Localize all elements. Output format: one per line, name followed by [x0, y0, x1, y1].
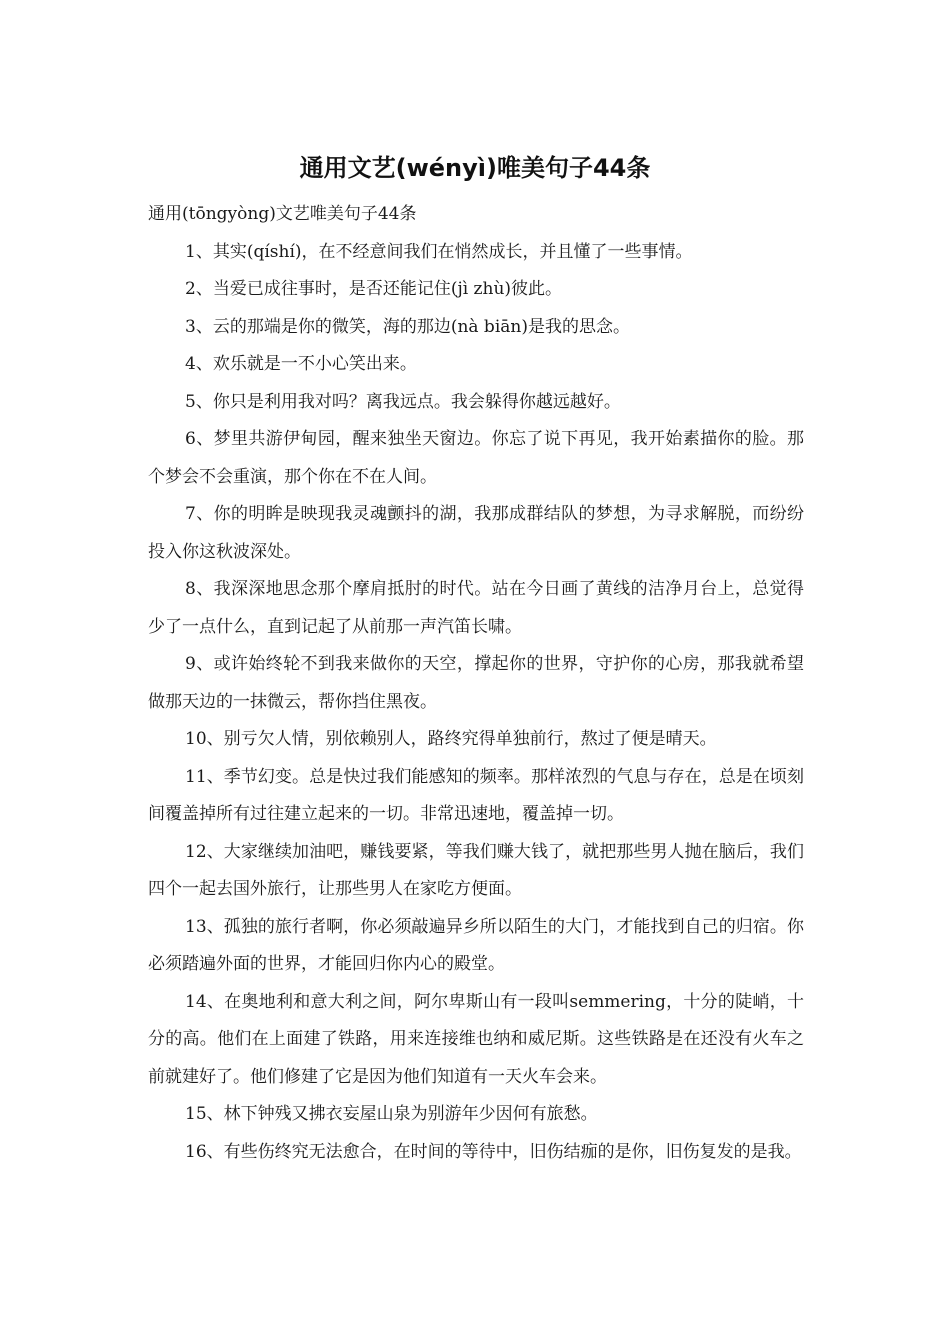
paragraph-7: 7、你的明眸是映现我灵魂颤抖的湖，我那成群结队的梦想，为寻求解脱，而纷纷投入你这秋波深处。	[148, 504, 804, 562]
paragraph-1: 1、其实(qíshí)，在不经意间我们在悄然成长，并且懂了一些事情。	[185, 241, 693, 262]
document-body	[148, 196, 804, 1171]
document-subtitle: 通用(tōngyòng)文艺唯美句子44条	[148, 204, 417, 224]
paragraph-9: 9、或许始终轮不到我来做你的天空，撑起你的世界，守护你的心房，那我就希望做那天边的一抹微云，帮你挡住黑夜。	[148, 654, 804, 712]
paragraph-13: 13、孤独的旅行者啊，你必须敲遍异乡所以陌生的大门，才能找到自己的归宿。你必须踏遍外面的世界，才能回归你内心的殿堂。	[148, 916, 804, 974]
paragraph-15: 15、林下钟残又拂衣妄屋山泉为别游年少因何有旅愁。	[185, 1104, 598, 1124]
paragraph-6: 6、梦里共游伊甸园，醒来独坐天窗边。你忘了说下再见，我开始素描你的脸。那个梦会不会重演，那个你在不在人间。	[148, 429, 804, 487]
paragraph-16: 16、有些伤终究无法愈合，在时间的等待中，旧伤结痂的是你，旧伤复发的是我。	[185, 1141, 802, 1162]
paragraph-8: 8、我深深地思念那个摩肩抵肘的时代。站在今日画了黄线的洁净月台上，总觉得少了一点什么，直到记起了从前那一声汽笛长啸。	[148, 579, 804, 637]
document-title: 通用文艺(wényì)唯美句子44条	[299, 154, 651, 182]
paragraph-14: 14、在奥地利和意大利之间，阿尔卑斯山有一段叫semmering，十分的陡峭，十分的高。他们在上面建了铁路，用来连接维也纳和威尼斯。这些铁路是在还没有火车之前就建好了。他们修建了它是因为他们知道有一天火车会来。	[148, 991, 804, 1087]
paragraph-2: 2、当爱已成往事时，是否还能记住(jì zhù)彼此。	[185, 279, 563, 299]
paragraph-11: 11、季节幻变。总是快过我们能感知的频率。那样浓烈的气息与存在，总是在顷刻间覆盖掉所有过往建立起来的一切。非常迅速地，覆盖掉一切。	[148, 766, 804, 824]
paragraph-12: 12、大家继续加油吧，赚钱要紧，等我们赚大钱了，就把那些男人抛在脑后，我们四个一起去国外旅行，让那些男人在家吃方便面。	[148, 841, 804, 899]
paragraph-3: 3、云的那端是你的微笑，海的那边(nà biān)是我的思念。	[185, 316, 630, 337]
paragraph-10: 10、别亏欠人情，别依赖别人，路终究得单独前行，熬过了便是晴天。	[185, 729, 717, 749]
paragraph-4: 4、欢乐就是一不小心笑出来。	[185, 354, 417, 374]
paragraph-5: 5、你只是利用我对吗？离我远点。我会躲得你越远越好。	[185, 391, 621, 412]
